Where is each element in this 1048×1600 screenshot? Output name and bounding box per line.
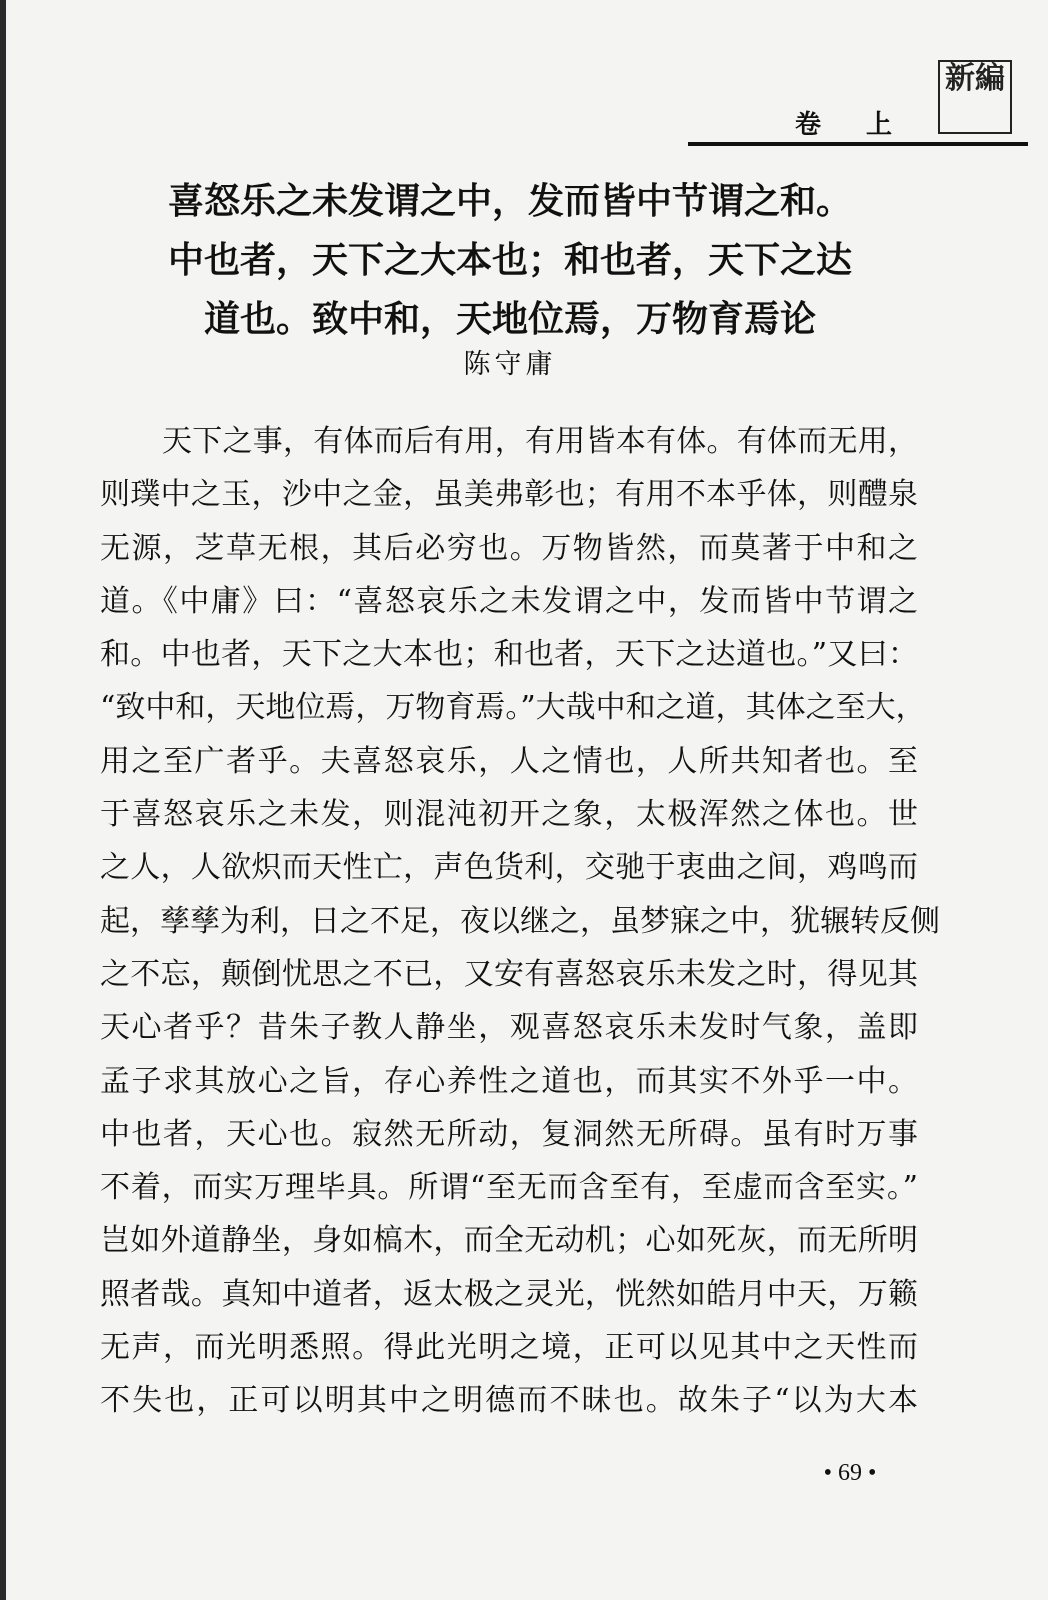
- body-line: 则璞中之玉，沙中之金，虽美弗彰也；有用不本乎体，则醴泉: [100, 477, 918, 513]
- body-line: 于喜怒哀乐之未发，则混沌初开之象，太极浑然之体也。世: [100, 797, 918, 833]
- body-line: 道。《中庸》曰：“喜怒哀乐之未发谓之中，发而皆中节谓之: [100, 583, 918, 619]
- body-line: 岂如外道静坐，身如槁木，而全无动机；心如死灰，而无所明: [100, 1223, 918, 1259]
- seal-logo: [938, 60, 1012, 134]
- body-line: 天下之事，有体而后有用，有用皆本有体。有体而无用，: [162, 424, 918, 459]
- body-line: 无声，而光明悉照。得此光明之境，正可以见其中之天性而: [100, 1330, 918, 1366]
- body-line: “致中和，天地位焉，万物育焉。”大哉中和之道，其体之至大，: [100, 690, 926, 726]
- body-line: 之不忘，颠倒忧思之不已，又安有喜怒哀乐未发之时，得见其: [100, 956, 918, 992]
- body-line: 照者哉。真知中道者，返太极之灵光，恍然如皓月中天，万籁: [100, 1276, 918, 1312]
- body-line: 孟子求其放心之旨，存心养性之道也，而其实不外乎一中。: [100, 1063, 918, 1099]
- seal-text: 新編: [945, 61, 1005, 96]
- page-number: • 69 •: [823, 1460, 877, 1486]
- body-line: 用之至广者乎。夫喜怒哀乐，人之情也，人所共知者也。至: [100, 743, 918, 779]
- body-line: 起，孳孳为利，日之不足，夜以继之，虽梦寐之中，犹辗转反侧: [100, 903, 940, 939]
- page-header: [688, 60, 1028, 150]
- author-name: 陈守庸: [463, 349, 557, 380]
- title-line: 喜怒乐之未发谓之中，发而皆中节谓之和。: [167, 180, 852, 222]
- body-line: 之人，人欲炽而天性亡，声色货利，交驰于衷曲之间，鸡鸣而: [100, 850, 918, 886]
- header-rule: [688, 142, 1028, 146]
- body-line: 不失也，正可以明其中之明德而不昧也。故朱子“以为大本: [100, 1383, 918, 1419]
- essay-title: [100, 172, 920, 349]
- body-line: 天心者乎？昔朱子教人静坐，观喜怒哀乐未发时气象，盖即: [100, 1010, 918, 1046]
- body-line: 中也者，天心也。寂然无所动，复洞然无所碍。虽有时万事: [100, 1116, 918, 1152]
- section-title: 卷 上: [794, 110, 910, 140]
- body-text: [100, 415, 940, 1428]
- body-line: 和。中也者，天下之大本也；和也者，天下之达道也。”又曰：: [100, 637, 918, 673]
- body-line: 不着，而实万理毕具。所谓“至无而含至有，至虚而含至实。”: [100, 1170, 918, 1206]
- body-line: 无源，芝草无根，其后必穷也。万物皆然，而莫著于中和之: [100, 530, 918, 566]
- title-line: 中也者，天下之大本也；和也者，天下之达: [167, 239, 852, 281]
- title-line: 道也。致中和，天地位焉，万物育焉论: [203, 298, 816, 340]
- page-edge: [0, 0, 6, 1600]
